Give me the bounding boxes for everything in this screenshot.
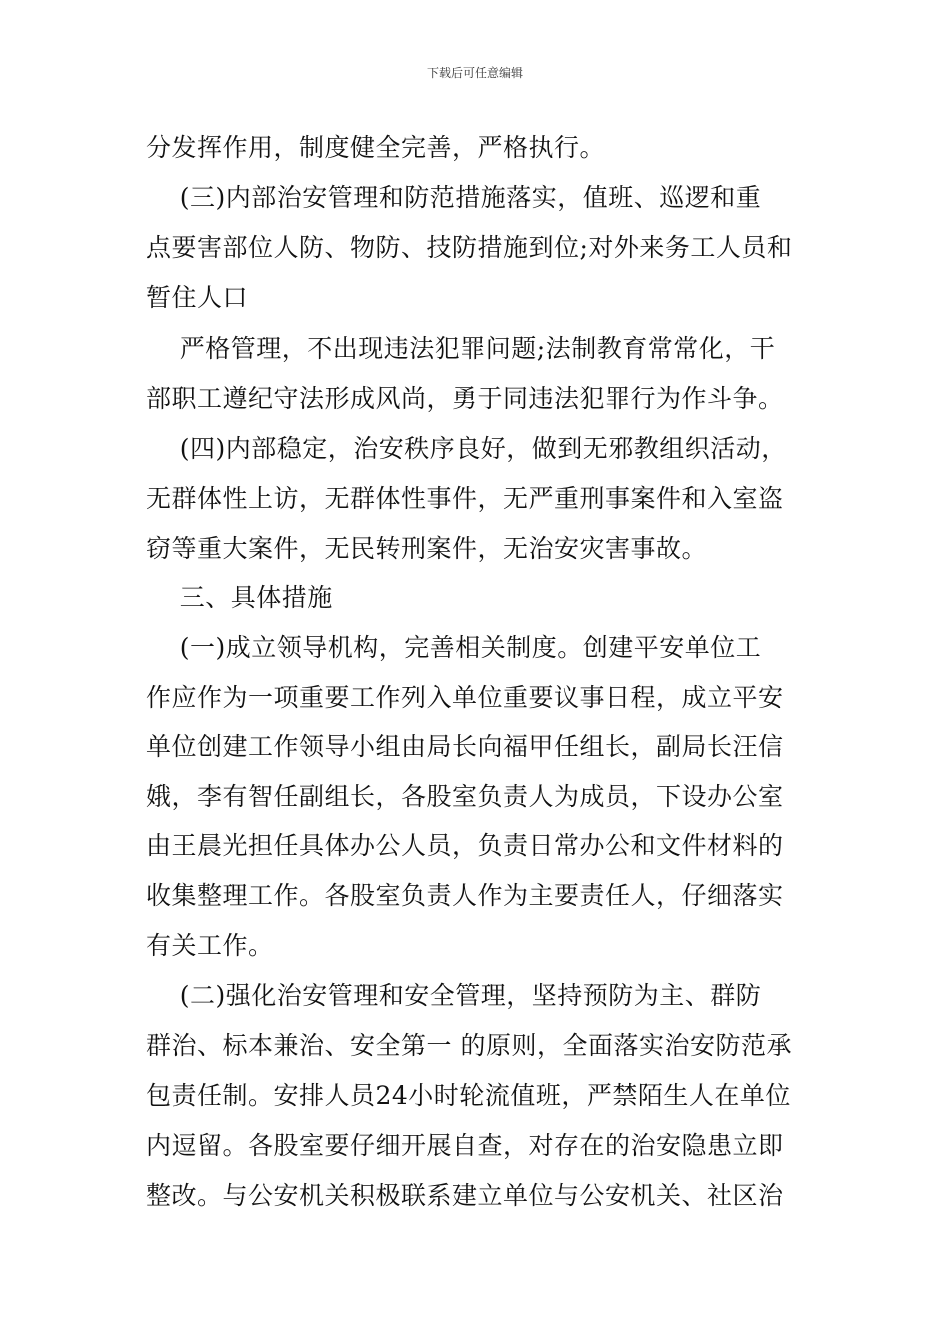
text-line: 群治、标本兼治、安全第一 的原则，全面落实治安防范承 [146,1031,792,1060]
text-line: 单位创建工作领导小组由局长向福甲任组长，副局长汪信 [146,732,784,761]
text-line: 由王晨光担任具体办公人员，负责日常办公和文件材料的 [146,831,784,860]
text-line: 内逗留。各股室要仔细开展自查，对存在的治安隐患立即 [146,1131,784,1160]
text-line: 整改。与公安机关积极联系建立单位与公安机关、社区治 [146,1181,784,1210]
text-line: 无群体性上访，无群体性事件，无严重刑事案件和入室盗 [146,484,784,513]
text-line: (一)成立领导机构，完善相关制度。创建平安单位工 [146,633,762,662]
text-line: 严格管理，不出现违法犯罪问题;法制教育常常化，干 [146,334,776,363]
page-header: 下载后可任意编辑 [426,66,523,80]
text-line: 点要害部位人防、物防、技防措施到位;对外来务工人员和 [146,233,793,262]
text-line: 娥，李有智任副组长，各股室负责人为成员，下设办公室 [146,782,784,811]
text-line: 收集整理工作。各股室负责人作为主要责任人，仔细落实 [146,881,784,910]
text-line: (四)内部稳定，治安秩序良好，做到无邪教组织活动， [146,434,787,463]
text-line: 有关工作。 [146,931,274,960]
text-line: (三)内部治安管理和防范措施落实，值班、巡逻和重 [146,183,762,212]
text-line: 暂住人口 [146,283,249,312]
text-line: 分发挥作用，制度健全完善，严格执行。 [146,133,606,162]
text-line: 窃等重大案件，无民转刑案件，无治安灾害事故。 [146,534,708,563]
text-line: (二)强化治安管理和安全管理，坚持预防为主、群防 [146,981,762,1010]
text-line: 包责任制。安排人员24小时轮流值班，严禁陌生人在单位 [146,1081,791,1110]
text-line: 作应作为一项重要工作列入单位重要议事日程，成立平安 [146,683,784,712]
text-line: 部职工遵纪守法形成风尚，勇于同违法犯罪行为作斗争。 [146,384,784,413]
text-line: 三、具体措施 [146,583,333,612]
